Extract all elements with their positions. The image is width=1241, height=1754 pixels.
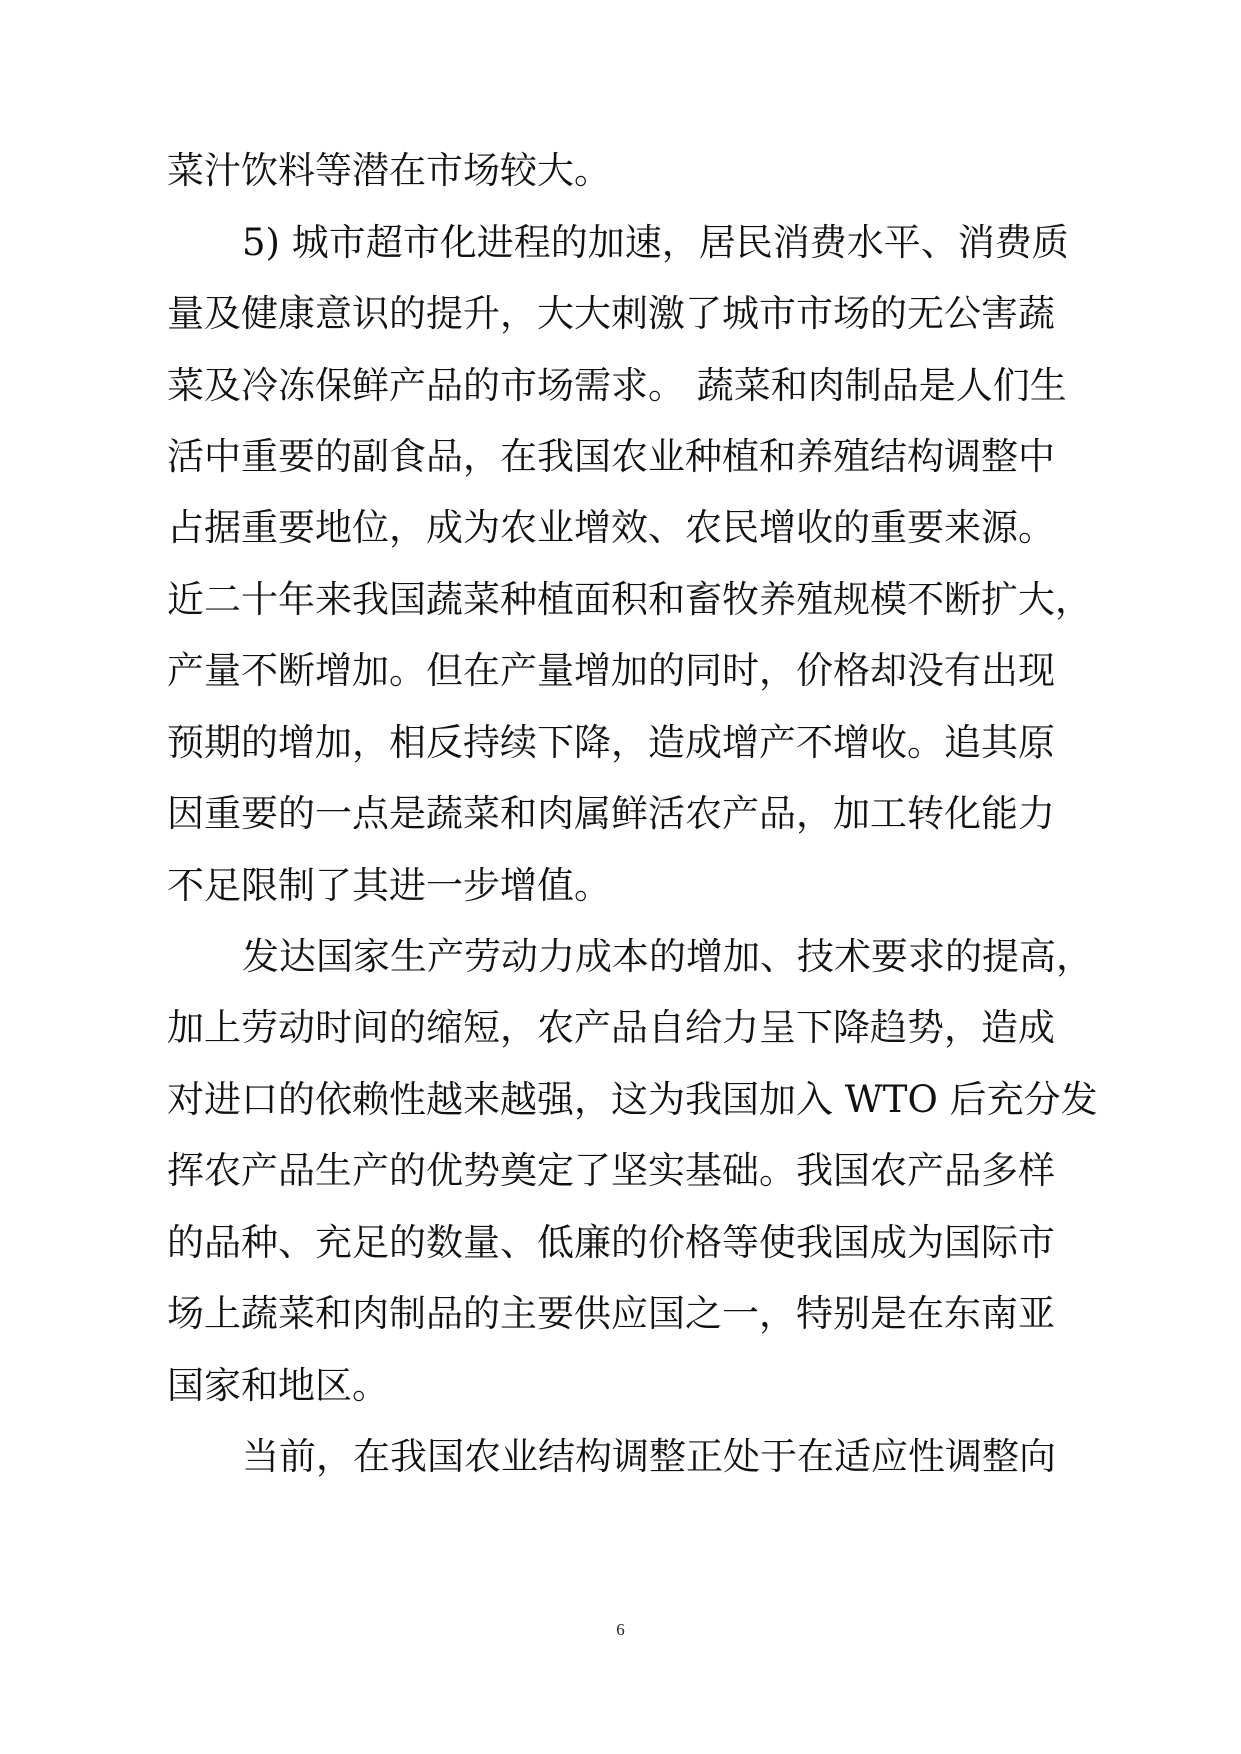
text-line: 因重要的一点是蔬菜和肉属鲜活农产品，加工转化能力 [167,792,1055,835]
text-line: 近二十年来我国蔬菜种植面积和畜牧养殖规模不断扩大， [167,578,1092,621]
text-line: 菜及冷冻保鲜产品的市场需求。 蔬菜和肉制品是人们生 [167,364,1067,407]
text-line: 不足限制了其进一步增值。 [167,864,611,907]
text-line: 5) 城市超市化进程的加速，居民消费水平、消费质 [242,221,1069,264]
text-line: 菜汁饮料等潜在市场较大。 [167,149,611,192]
text-line: 发达国家生产劳动力成本的增加、技术要求的提高， [242,935,1093,978]
text-line: 占据重要地位，成为农业增效、农民增收的重要来源。 [167,506,1055,549]
text-line: 国家和地区。 [167,1364,389,1407]
text-line: 量及健康意识的提升，大大刺激了城市市场的无公害蔬 [167,292,1055,335]
text-line: 产量不断增加。但在产量增加的同时，价格却没有出现 [167,649,1055,692]
text-line: 活中重要的副食品，在我国农业种植和养殖结构调整中 [167,435,1055,478]
text-line: 挥农产品生产的优势奠定了坚实基础。我国农产品多样 [167,1149,1055,1192]
text-line: 预期的增加，相反持续下降，造成增产不增收。追其原 [167,721,1055,764]
page-number: 6 [616,1620,625,1639]
text-line: 当前，在我国农业结构调整正处于在适应性调整向 [242,1435,1056,1478]
text-line: 加上劳动时间的缩短，农产品自给力呈下降趋势，造成 [167,1006,1055,1049]
text-line: 的品种、充足的数量、低廉的价格等使我国成为国际市 [167,1221,1055,1264]
text-line: 对进口的依赖性越来越强，这为我国加入 WTO 后充分发 [167,1078,1098,1121]
text-line: 场上蔬菜和肉制品的主要供应国之一，特别是在东南亚 [167,1292,1055,1335]
